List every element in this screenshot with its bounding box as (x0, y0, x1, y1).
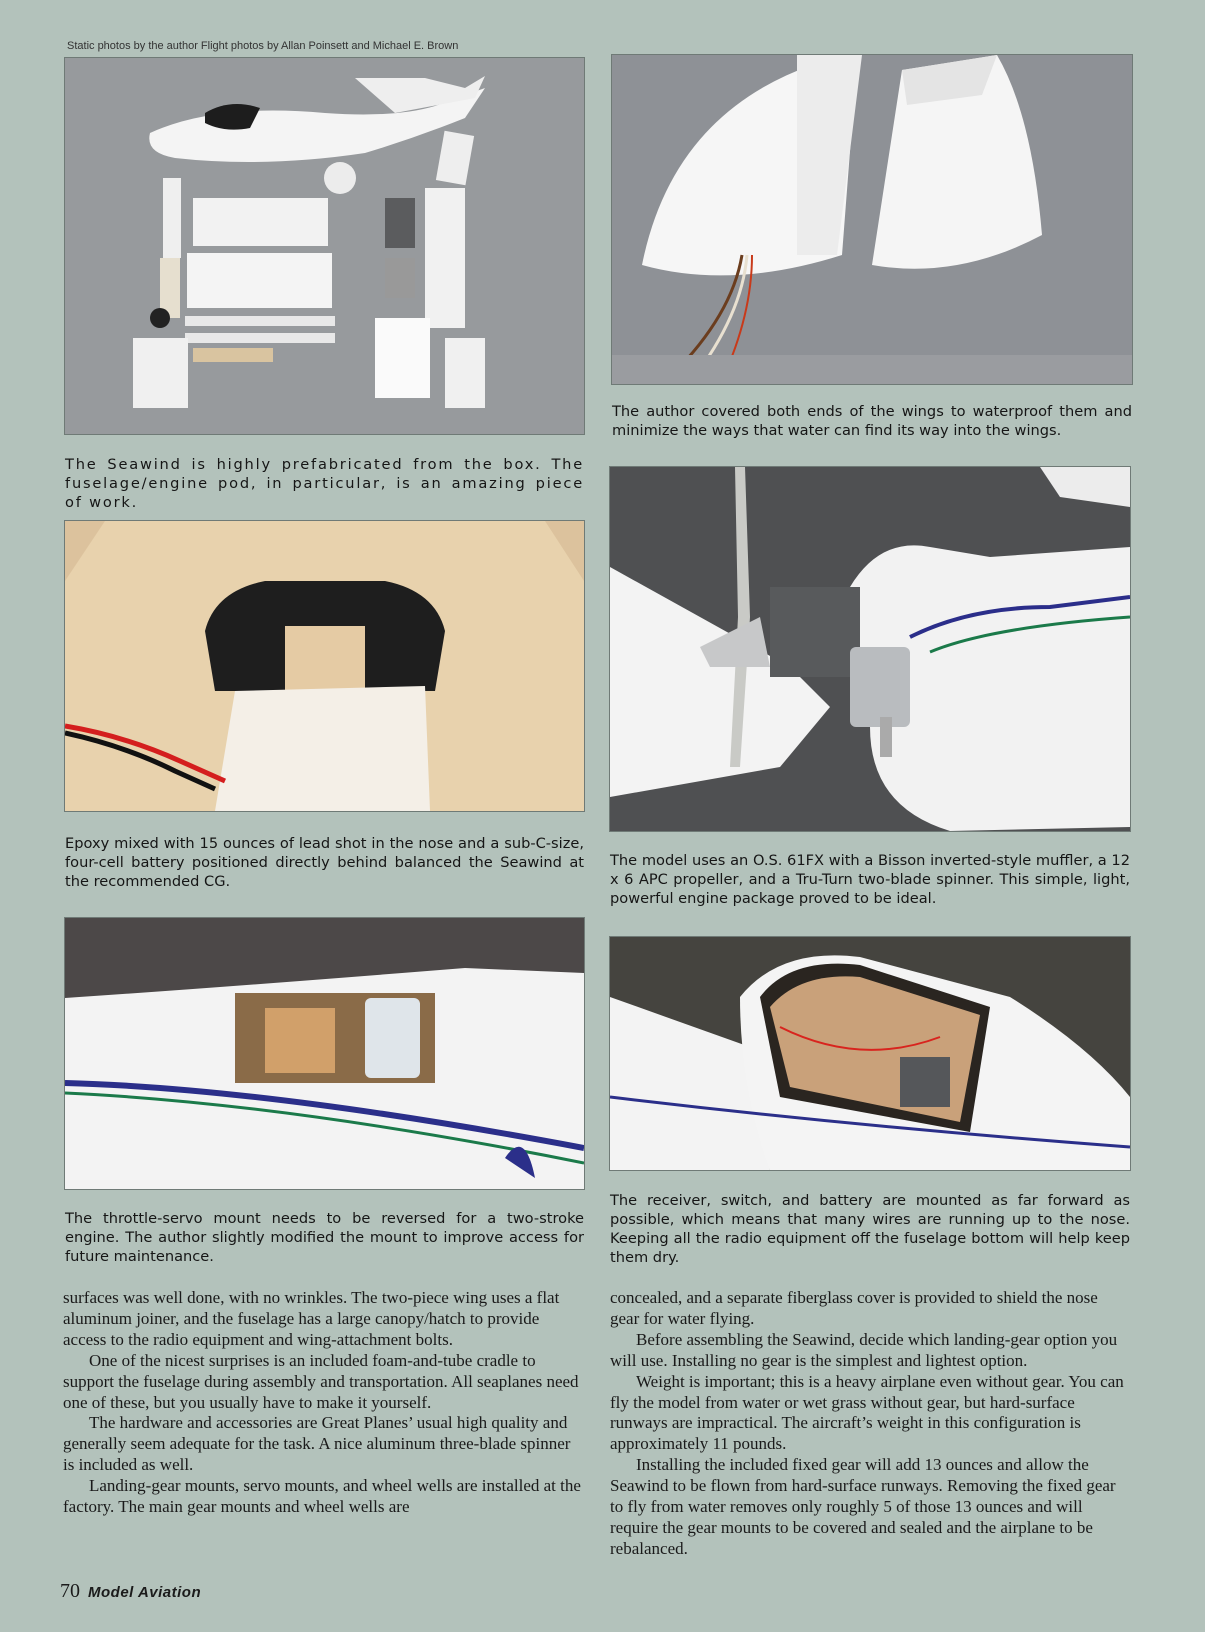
servo-mount-photo (65, 918, 584, 1189)
servo-caption: The throttle-servo mount needs to be reversed for a two-stroke engine. The author slightly modified the mount to improve access for future maintenance. (65, 1210, 584, 1265)
engine-caption: The model uses an O.S. 61FX with a Bisson inverted-style muffler, a 12 x 6 APC propeller, and a Tru-Turn two-blade spinner. This simple, light, powerful engine package proved to be ideal. (610, 852, 1130, 907)
body-paragraph: Weight is important; this is a heavy airplane even without gear. You can fly the model from water or wet grass without gear, but hard-surface runways are impractical. The aircraft’s weight in this configuration is approximately 11 pounds. (610, 1371, 1124, 1454)
nose-photo (65, 521, 584, 811)
page-number: 70 (60, 1580, 80, 1602)
page-footer (60, 1580, 201, 1603)
body-column-left (63, 1288, 584, 1518)
body-paragraph: Before assembling the Seawind, decide which landing-gear option you will use. Installing no gear is the simplest and lightest option. (610, 1329, 1118, 1370)
kit-contents-photo (65, 58, 584, 434)
body-paragraph: The hardware and accessories are Great Planes’ usual high quality and generally seem adequate for the task. A nice aluminum three-blade spinner is included as well. (63, 1413, 571, 1475)
magazine-title: Model Aviation (88, 1584, 202, 1601)
photo-credit: Static photos by the author Flight photos by Allan Poinsett and Michael E. Brown (67, 40, 459, 52)
body-paragraph: Installing the included fixed gear will add 13 ounces and allow the Seawind to be flown from hard-surface runways. Removing the fixed gear to fly from water removes only roughly 5 of those 13 ounces and will require the gear mounts to be covered and sealed and the airplane to be rebalanced. (610, 1455, 1116, 1558)
body-paragraph: concealed, and a separate fiberglass cover is provided to shield the nose gear for water flying. (610, 1288, 1098, 1328)
radio-caption: The receiver, switch, and battery are mounted as far forward as possible, which means that many wires are running up to the nose. Keeping all the radio equipment off the fuselage bottom will help keep them dry. (610, 1192, 1130, 1266)
nose-caption: Epoxy mixed with 15 ounces of lead shot in the nose and a sub-C-size, four-cell battery positioned directly behind balanced the Seawind at the recommended CG. (65, 835, 584, 890)
kit-caption: The Seawind is highly prefabricated from the box. The fuselage/engine pod, in particular, is an amazing piece of work. (65, 456, 584, 511)
body-column-right (610, 1288, 1130, 1560)
body-paragraph: surfaces was well done, with no wrinkles. The two-piece wing uses a flat aluminum joiner, and the fuselage has a large canopy/hatch to provide access to the radio equipment and wing-attachment bolts. (63, 1288, 560, 1349)
body-paragraph: One of the nicest surprises is an included foam-and-tube cradle to support the fuselage during assembly and transportation. All seaplanes need one of these, but you usually have to make it yourself. (63, 1350, 579, 1412)
radio-equipment-photo (610, 937, 1130, 1170)
engine-photo (610, 467, 1130, 831)
wings-photo (612, 55, 1132, 384)
body-paragraph: Landing-gear mounts, servo mounts, and wheel wells are installed at the factory. The main gear mounts and wheel wells are (63, 1476, 581, 1517)
wings-caption: The author covered both ends of the wings to waterproof them and minimize the ways that water can find its way into the wings. (612, 403, 1132, 439)
